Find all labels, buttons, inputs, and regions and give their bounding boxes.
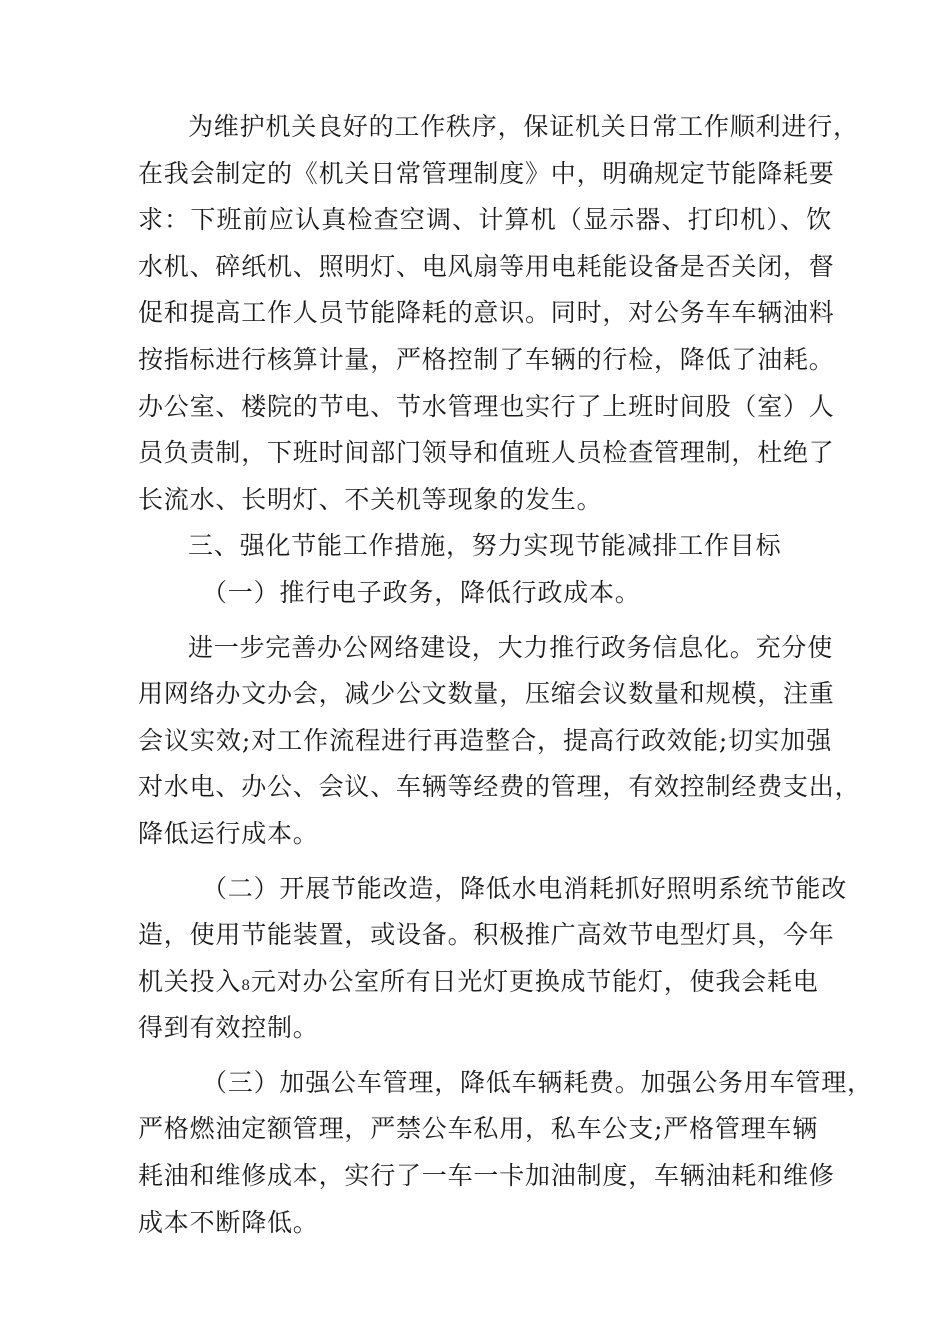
text-line: （三）加强公车管理，降低车辆耗费。加强公务用车管理， — [202, 1067, 873, 1097]
text-line: 对水电、办公、会议、车辆等经费的管理，有效控制经费支出， — [138, 772, 861, 802]
text-line: 成本不断降低。 — [138, 1207, 319, 1237]
text-fragment: 机关投入 — [138, 966, 242, 996]
text-line-with-number — [138, 959, 832, 1006]
text-line: 严格燃油定额管理，严禁公车私用，私车公支;严格管理车辆 — [138, 1114, 819, 1144]
text-line: 用网络办文办会，减少公文数量，压缩会议数量和规模，注重 — [138, 679, 835, 709]
paragraph-energy-retrofit — [138, 866, 848, 1052]
spacer — [138, 858, 832, 866]
text-line: 耗油和维修成本，实行了一车一卡加油制度，车辆油耗和维修 — [138, 1161, 835, 1191]
text-line: 造，使用节能装置，或设备。积极推广高效节电型灯具，今年 — [138, 920, 835, 950]
text-line: 长流水、长明灯、不关机等现象的发生。 — [138, 484, 603, 514]
document-body — [138, 104, 873, 1246]
text-line: 降低运行成本。 — [138, 818, 319, 848]
spacer — [138, 617, 832, 625]
amount-number: 8 — [241, 977, 251, 994]
subsection-heading: （一）推行电子政务，降低行政成本。 — [202, 577, 641, 607]
section-heading: 三、强化节能工作措施，努力实现节能减排工作目标 — [188, 531, 782, 561]
text-line: 在我会制定的《机关日常管理制度》中，明确规定节能降耗要 — [138, 158, 835, 188]
text-line: 会议实效;对工作流程进行再造整合，提高行政效能;切实加强 — [138, 725, 832, 755]
paragraph-office-management — [138, 104, 859, 523]
paragraph-vehicle-management — [138, 1060, 873, 1246]
text-line: 员负责制，下班时间部门领导和值班人员检查管理制，杜绝了 — [138, 438, 835, 468]
text-line: 办公室、楼院的节电、节水管理也实行了上班时间股（室）人 — [138, 391, 835, 421]
spacer — [138, 1052, 832, 1060]
text-line: 为维护机关良好的工作秩序，保证机关日常工作顺利进行， — [188, 112, 859, 141]
text-fragment: 元对办公室所有日光灯更换成节能灯，使我会耗电 — [250, 966, 819, 996]
text-line: 求：下班前应认真检查空调、计算机（显示器、打印机）、饮 — [138, 205, 832, 235]
text-line: 促和提高工作人员节能降耗的意识。同时，对公务车车辆油料 — [138, 298, 835, 328]
text-line: （二）开展节能改造，降低水电消耗抓好照明系统节能改 — [202, 873, 848, 903]
text-line: 水机、碎纸机、照明灯、电风扇等用电耗能设备是否关闭，督 — [138, 251, 835, 281]
text-line: 进一步完善办公网络建设，大力推行政务信息化。充分使 — [188, 632, 834, 662]
text-line: 按指标进行核算计量，严格控制了车辆的行检，降低了油耗。 — [138, 344, 835, 374]
text-line: 得到有效控制。 — [138, 1013, 319, 1043]
paragraph-e-government — [138, 625, 861, 858]
